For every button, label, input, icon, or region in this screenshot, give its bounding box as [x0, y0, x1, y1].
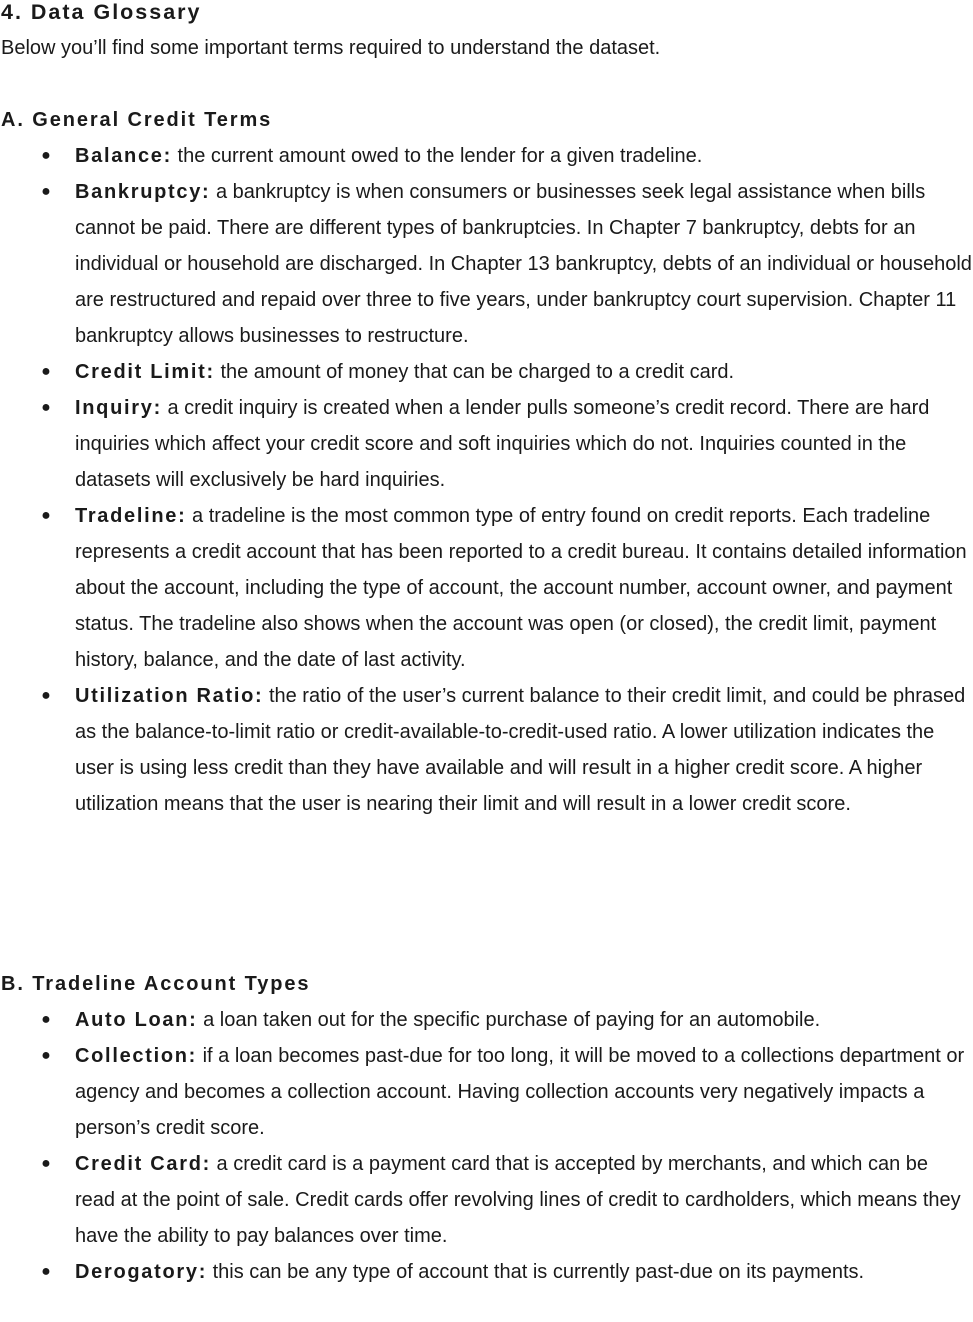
bullet-icon: ● [41, 183, 51, 200]
term-label: Bankruptcy: [75, 181, 211, 203]
list-item-derogatory [0, 1254, 973, 1290]
bullet-icon: ● [41, 507, 51, 524]
list-item-credit-limit [0, 354, 973, 390]
bullet-icon: ● [41, 363, 51, 380]
term-definition: if a loan becomes past-due for too long, it will be moved to a collections department or agency and becomes a collection account. Having collection accounts very negatively impacts a person’s credit score. [75, 1045, 965, 1139]
term-label: Auto Loan: [75, 1009, 198, 1031]
bullet-icon: ● [41, 687, 51, 704]
bullet-icon: ● [41, 1263, 51, 1280]
list-item-tradeline [0, 498, 973, 678]
bullet-icon: ● [41, 147, 51, 164]
term-definition: this can be any type of account that is currently past-due on its payments. [212, 1261, 865, 1283]
term-definition: a credit card is a payment card that is accepted by merchants, and which can be read at the point of sale. Credit cards offer revolving lines of credit to cardholders, which means they have the ability to pay balances over time. [75, 1153, 961, 1247]
page-title: 4. Data Glossary [1, 0, 202, 24]
term-definition: the ratio of the user’s current balance to their credit limit, and could be phrased as the balance-to-limit ratio or credit-available-to-credit-used ratio. A lower utilization indicates the user is using less credit than they have available and will result in a higher credit score. A higher utilization means that the user is nearing their limit and will result in a lower credit score. [75, 685, 966, 815]
bullet-icon: ● [41, 399, 51, 416]
bullet-icon: ● [41, 1011, 51, 1028]
term-label: Collection: [75, 1045, 198, 1067]
list-item-bankruptcy [0, 174, 973, 354]
term-label: Tradeline: [75, 505, 187, 527]
term-label: Credit Card: [75, 1153, 211, 1175]
general-credit-terms-list [0, 138, 973, 822]
tradeline-account-types-list [0, 1002, 973, 1290]
term-definition: a tradeline is the most common type of entry found on credit reports. Each tradeline represents a credit account that has been reported to a credit bureau. It contains detailed information about the account, including the type of account, the account number, account owner, and payment status. The tradeline also shows when the account was open (or closed), the credit limit, payment history, balance, and the date of last activity. [75, 505, 967, 671]
list-item-collection [0, 1038, 973, 1146]
term-definition: a loan taken out for the specific purchase of paying for an automobile. [203, 1009, 821, 1031]
term-definition: the amount of money that can be charged to a credit card. [220, 361, 735, 383]
term-definition: a bankruptcy is when consumers or businesses seek legal assistance when bills cannot be paid. There are different types of bankruptcies. In Chapter 7 bankruptcy, debts for an individual or household are discharged. In Chapter 13 bankruptcy, debts of an individual or household are restructured and repaid over three to five years, under bankruptcy court supervision. Chapter 11 bankruptcy allows businesses to restructure. [75, 181, 972, 347]
section-title-tradeline-account-types: B. Tradeline Account Types [1, 973, 311, 995]
term-label: Utilization Ratio: [75, 685, 264, 707]
list-item-auto-loan [0, 1002, 973, 1038]
section-title-general-credit-terms: A. General Credit Terms [1, 109, 273, 131]
term-label: Derogatory: [75, 1261, 208, 1283]
term-label: Credit Limit: [75, 361, 215, 383]
term-definition: the current amount owed to the lender for a given tradeline. [177, 145, 703, 167]
bullet-icon: ● [41, 1155, 51, 1172]
list-item-credit-card [0, 1146, 973, 1254]
intro-paragraph: Below you’ll find some important terms required to understand the dataset. [1, 37, 661, 59]
list-item-balance [0, 138, 973, 174]
list-item-inquiry [0, 390, 973, 498]
list-item-utilization-ratio [0, 678, 973, 822]
term-definition: a credit inquiry is created when a lender pulls someone’s credit record. There are hard inquiries which affect your credit score and soft inquiries which do not. Inquiries counted in the datasets will exclusively be hard inquiries. [75, 397, 930, 491]
bullet-icon: ● [41, 1047, 51, 1064]
term-label: Inquiry: [75, 397, 162, 419]
term-label: Balance: [75, 145, 172, 167]
